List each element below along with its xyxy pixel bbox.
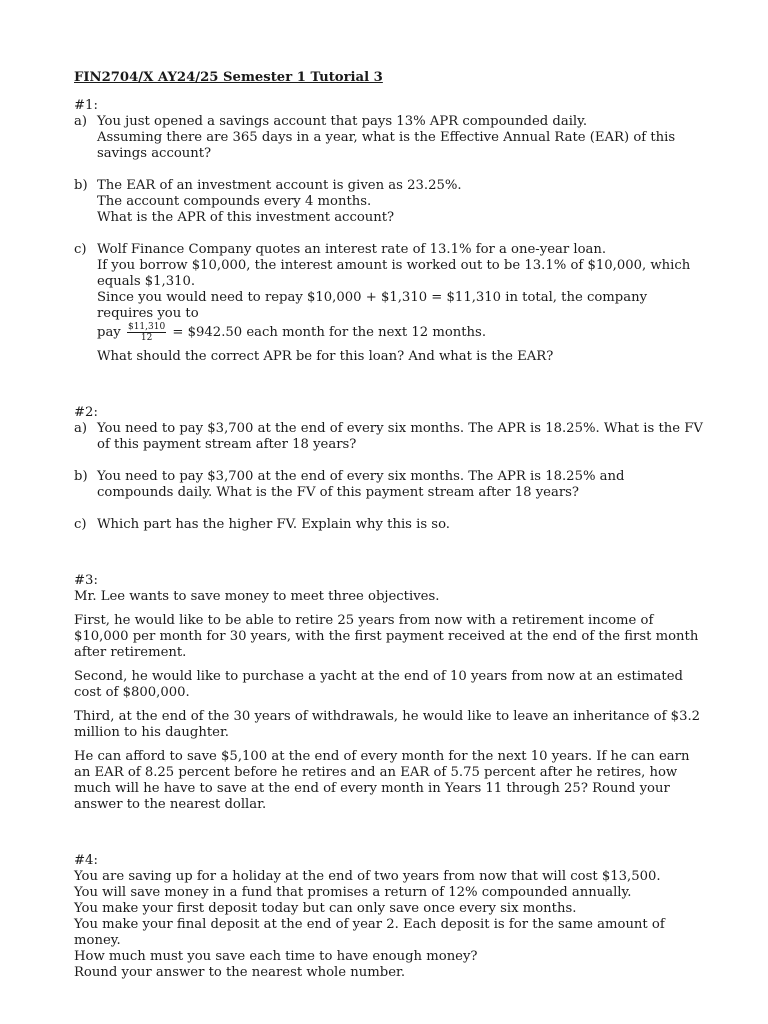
question-1a-line-1: You just opened a savings account that pays 13% APR compounded daily. xyxy=(97,114,588,129)
question-1b xyxy=(74,178,704,226)
question-1b-line-2: The account compounds every 4 months. xyxy=(97,194,372,209)
question-2c-text: Which part has the higher FV. Explain why this is so. xyxy=(97,517,450,532)
question-1c-label: c) xyxy=(74,242,87,257)
question-3-para-4: Third, at the end of the 30 years of withdrawals, he would like to leave an inheritance of $3.2 million to his daughter. xyxy=(74,709,701,740)
question-4-line-2: You will save money in a fund that promises a return of 12% compounded annually. xyxy=(74,885,632,900)
pay-prefix: pay xyxy=(97,325,121,340)
question-2a-label: a) xyxy=(74,421,88,436)
question-2c-label: c) xyxy=(74,517,87,532)
question-4-line-6: Round your answer to the nearest whole number. xyxy=(74,965,406,980)
document-page xyxy=(74,70,704,981)
question-1a-text xyxy=(97,114,704,162)
question-1b-label: b) xyxy=(74,178,88,193)
question-2-heading: #2: xyxy=(74,405,98,420)
question-4-line-5: How much must you save each time to have enough money? xyxy=(74,949,478,964)
question-2a-text: You need to pay $3,700 at the end of every six months. The APR is 18.25%. What is the FV of this payment stream after 18 years? xyxy=(97,421,703,452)
question-1c-payment-line xyxy=(97,322,704,343)
question-3-para-1: Mr. Lee wants to save money to meet three objectives. xyxy=(74,589,440,604)
question-1c-line-1: Wolf Finance Company quotes an interest rate of 13.1% for a one-year loan. xyxy=(97,242,607,257)
question-1a-label: a) xyxy=(74,114,88,129)
question-2b-text: You need to pay $3,700 at the end of every six months. The APR is 18.25% and compounds daily. What is the FV of this payment stream after 18 years? xyxy=(97,469,625,500)
question-3-para-5: He can afford to save $5,100 at the end of every month for the next 10 years. If he can earn an EAR of 8.25 percent before he retires and an EAR of 5.75 percent after he retires, how much will he have to save at the end of every month in Years 11 through 25? Round your answer to the nearest dollar. xyxy=(74,749,690,812)
question-1c-line-5: What should the correct APR be for this loan? And what is the EAR? xyxy=(97,349,554,364)
question-4-line-4: You make your final deposit at the end of year 2. Each deposit is for the same amount of money. xyxy=(74,917,665,948)
question-1b-text xyxy=(97,178,704,226)
question-1c-text xyxy=(97,242,704,365)
question-2b xyxy=(74,469,704,501)
document-title: FIN2704/X AY24/25 Semester 1 Tutorial 3 xyxy=(74,70,383,85)
question-4-line-3: You make your first deposit today but can only save once every six months. xyxy=(74,901,577,916)
question-1a-line-2: Assuming there are 365 days in a year, what is the Effective Annual Rate (EAR) of this savings account? xyxy=(97,130,676,161)
question-1a xyxy=(74,114,704,162)
pay-suffix: = $942.50 each month for the next 12 months. xyxy=(172,325,487,340)
question-3-heading: #3: xyxy=(74,573,98,588)
question-4-line-1: You are saving up for a holiday at the end of two years from now that will cost $13,500. xyxy=(74,869,661,884)
question-2c xyxy=(74,517,704,533)
question-1-heading: #1: xyxy=(74,98,98,113)
question-1b-line-1: The EAR of an investment account is given as 23.25%. xyxy=(97,178,462,193)
question-2a xyxy=(74,421,704,453)
question-1b-line-3: What is the APR of this investment account? xyxy=(97,210,395,225)
question-1c-line-2: If you borrow $10,000, the interest amount is worked out to be 13.1% of $10,000, which equals $1,310. xyxy=(97,258,691,289)
question-1c-line-3: Since you would need to repay $10,000 + $1,310 = $11,310 in total, the company requires you to xyxy=(97,290,648,321)
question-2b-label: b) xyxy=(74,469,88,484)
fraction-denominator: 12 xyxy=(140,333,153,343)
question-3-para-3: Second, he would like to purchase a yacht at the end of 10 years from now at an estimated cost of $800,000. xyxy=(74,669,683,700)
question-1c xyxy=(74,242,704,365)
question-4-heading: #4: xyxy=(74,853,98,868)
question-3-para-2: First, he would like to be able to retire 25 years from now with a retirement income of $10,000 per month for 30 years, with the first payment received at the end of the first month after retirement. xyxy=(74,613,699,660)
fraction-numerator: $11,310 xyxy=(127,322,166,332)
monthly-payment-fraction xyxy=(127,322,166,343)
